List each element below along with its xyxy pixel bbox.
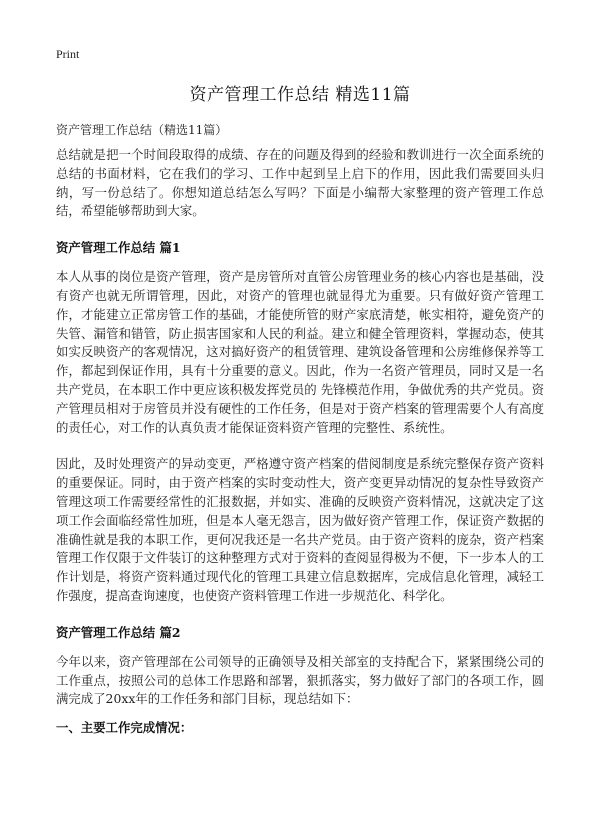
section-paragraph: 本人从事的岗位是资产管理，资产是房管所对直管公房管理业务的核心内容也是基础，没有资产也就无所谓管理，因此，对资产的管理也就显得尤为重要。只有做好资产管理工作，才能建立正常房管工作的基础，才能使所管的财产家底清楚，帐实相符，避免资产的失管、漏管和错管，防止损害国家和人民的利益。建立和健全管理资料，掌握动态，使其如实反映资产的客观情况，这对搞好资产的租赁管理、建筑设备管理和公房维修保养等工作，都起到保证作用，具有十分重要的意义。因此，作为一名资产管理员，同时又是一名共产党员，在本职工作中更应该积极发挥党员的 先锋模范作用，争做优秀的共产党员。资产管理员相对于房管员并没有硬性的工作任务，但是对于资产档案的管理需要个人有高度的责任心，对工作的认真负责才能保证资料资产管理的完整性、系统性。 [56, 269, 544, 435]
section-heading: 资产管理工作总结 篇1 [56, 240, 181, 256]
section-paragraph: 因此，及时处理资产的异动变更，严格遵守资产档案的借阅制度是系统完整保存资产资料的重要保证。同时，由于资产档案的实时变动性大，资产变更异动情况的复杂性导致资产管理这项工作需要经常性的汇报数据，并如实、准确的反映资产资料情况，这就决定了这项工作会面临经常性加班，但是本人毫无怨言，因为做好资产管理工作，保证资产数据的准确性就是我的本职工作，更何况我还是一名共产党员。由于资产资料的庞杂，资产档案管理工作仅限于文件装订的这种整理方式对于资料的查阅显得极为不便，下一步本人的工作计划是，将资产资料通过现代化的管理工具建立信息数据库，完成信息化管理，减轻工作强度，提高查询速度，也使资产资料管理工作进一步规范化、科学化。 [56, 456, 544, 603]
document-subtitle: 资产管理工作总结（精选11篇） [56, 123, 228, 137]
intro-paragraph: 总结就是把一个时间段取得的成绩、存在的问题及得到的经验和教训进行一次全面系统的总结的书面材料，它在我们的学习、工作中起到呈上启下的作用，因此我们需要回头归纳，写一份总结了。你想知道总结怎么写吗？下面是小编帮大家整理的资产管理工作总结，希望能够帮助到大家。 [56, 147, 544, 219]
print-link[interactable]: Print [56, 47, 80, 61]
article-body [56, 146, 544, 737]
subheading: 一、主要工作完成情况： [56, 720, 193, 736]
section-heading: 资产管理工作总结 篇2 [56, 624, 181, 640]
section-paragraph: 今年以来，资产管理部在公司领导的正确领导及相关部室的支持配合下，紧紧围绕公司的工作重点，按照公司的总体工作思路和部署，狠抓落实，努力做好了部门的各项工作，圆满完成了20xx年的工作任务和部门目标，现总结如下： [56, 653, 544, 707]
page-title: 资产管理工作总结 精选11篇 [189, 85, 411, 105]
